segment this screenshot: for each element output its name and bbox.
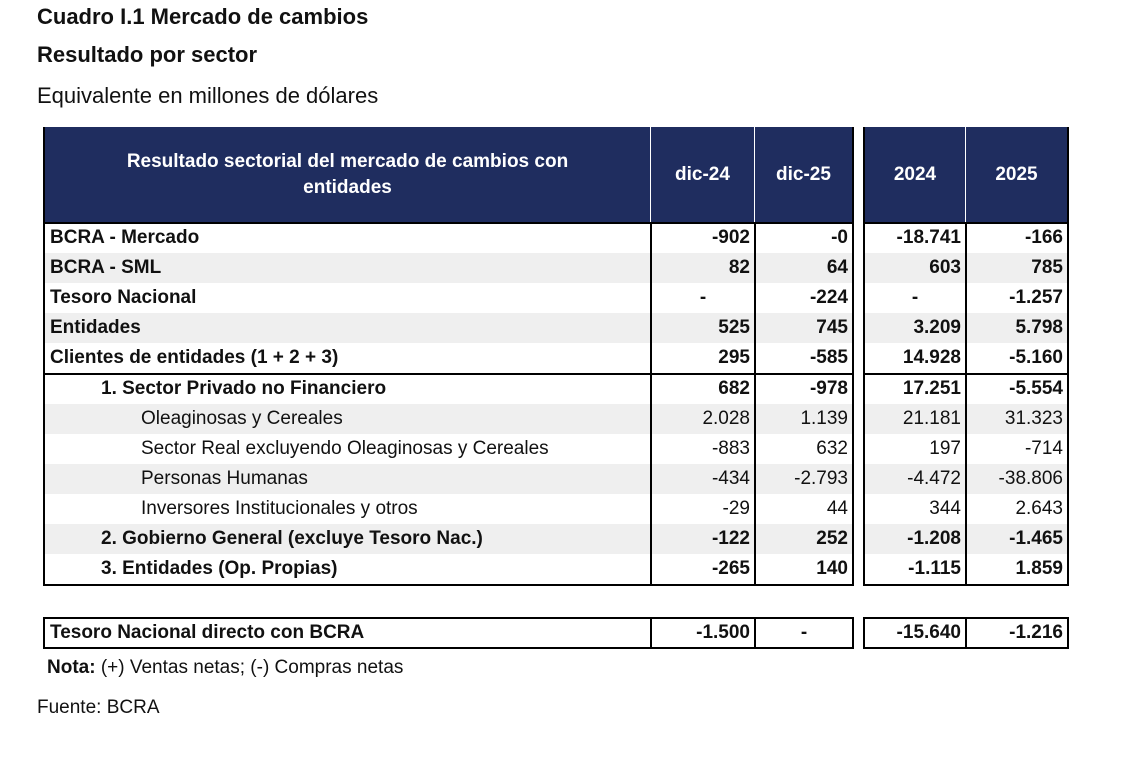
- table-source: Fuente: BCRA: [37, 697, 160, 718]
- cell-2024: -15.640: [863, 618, 965, 648]
- cell-2024: 14.928: [863, 343, 965, 373]
- cell-dic-25: 64: [754, 253, 854, 283]
- cell-dic-25: 140: [754, 554, 854, 584]
- footer-row: [43, 618, 1069, 648]
- row-label: 3. Entidades (Op. Propias): [43, 554, 650, 584]
- cell-2024: 197: [863, 434, 965, 464]
- cell-dic-24: -434: [650, 464, 754, 494]
- cell-dic-25: -224: [754, 283, 854, 313]
- table-row: [43, 434, 1069, 464]
- cell-2024: 17.251: [863, 374, 965, 404]
- cell-2025: 785: [965, 253, 1069, 283]
- cell-dic-25: 1.139: [754, 404, 854, 434]
- table-row: [43, 223, 1069, 253]
- cell-dic-24: -: [650, 283, 754, 313]
- header-dic-25: dic-25: [754, 127, 854, 223]
- cell-dic-25: -: [754, 618, 854, 648]
- row-label: Tesoro Nacional: [43, 283, 650, 313]
- cell-2024: -1.115: [863, 554, 965, 584]
- row-label: 2. Gobierno General (excluye Tesoro Nac.): [43, 524, 650, 554]
- cell-2024: 603: [863, 253, 965, 283]
- cell-dic-24: 295: [650, 343, 754, 373]
- row-label: Clientes de entidades (1 + 2 + 3): [43, 343, 650, 373]
- table-row: [43, 404, 1069, 434]
- table-row: [43, 313, 1069, 343]
- cell-dic-25: 632: [754, 434, 854, 464]
- cell-dic-24: -883: [650, 434, 754, 464]
- row-label: BCRA - SML: [43, 253, 650, 283]
- table-row: [43, 374, 1069, 404]
- cell-2024: -4.472: [863, 464, 965, 494]
- table-title: Cuadro I.1 Mercado de cambios: [37, 4, 369, 29]
- row-label: Sector Real excluyendo Oleaginosas y Cereales: [43, 434, 650, 464]
- note-text: (+) Ventas netas; (-) Compras netas: [95, 657, 404, 678]
- cell-dic-24: -122: [650, 524, 754, 554]
- row-label: Personas Humanas: [43, 464, 650, 494]
- cell-dic-25: -2.793: [754, 464, 854, 494]
- cell-dic-24: -1.500: [650, 618, 754, 648]
- cell-2025: -1.216: [965, 618, 1069, 648]
- cell-dic-24: -902: [650, 223, 754, 253]
- cell-2025: -5.160: [965, 343, 1069, 373]
- cell-2024: -1.208: [863, 524, 965, 554]
- table-row: [43, 283, 1069, 313]
- table-subtitle: Resultado por sector: [37, 42, 258, 67]
- cell-2024: -: [863, 283, 965, 313]
- cell-2025: -714: [965, 434, 1069, 464]
- cell-2025: 31.323: [965, 404, 1069, 434]
- cell-2025: 2.643: [965, 494, 1069, 524]
- table-note: [47, 657, 403, 679]
- cell-2024: 344: [863, 494, 965, 524]
- row-label: Tesoro Nacional directo con BCRA: [43, 618, 650, 648]
- cell-2025: -38.806: [965, 464, 1069, 494]
- table-row: [43, 464, 1069, 494]
- cell-dic-24: -29: [650, 494, 754, 524]
- row-label: Inversores Institucionales y otros: [43, 494, 650, 524]
- cell-dic-24: 82: [650, 253, 754, 283]
- row-label: BCRA - Mercado: [43, 223, 650, 253]
- cell-2024: 3.209: [863, 313, 965, 343]
- cell-dic-25: -978: [754, 374, 854, 404]
- table-row: [43, 554, 1069, 584]
- cell-dic-25: 745: [754, 313, 854, 343]
- cell-2025: -1.257: [965, 283, 1069, 313]
- row-label: Entidades: [43, 313, 650, 343]
- cell-dic-25: -0: [754, 223, 854, 253]
- cell-2025: -5.554: [965, 374, 1069, 404]
- header-2024: 2024: [863, 127, 965, 223]
- cell-2025: 1.859: [965, 554, 1069, 584]
- table-row: [43, 253, 1069, 283]
- cell-dic-25: 252: [754, 524, 854, 554]
- cell-dic-24: 2.028: [650, 404, 754, 434]
- table-unit: Equivalente en millones de dólares: [37, 83, 379, 108]
- cell-dic-25: 44: [754, 494, 854, 524]
- table-row: [43, 494, 1069, 524]
- cell-dic-24: -265: [650, 554, 754, 584]
- cell-dic-25: -585: [754, 343, 854, 373]
- row-label: 1. Sector Privado no Financiero: [43, 374, 650, 404]
- cell-dic-24: 525: [650, 313, 754, 343]
- header-label: Resultado sectorial del mercado de cambios con entidades: [43, 127, 650, 223]
- note-label: Nota:: [47, 657, 96, 678]
- table-row: [43, 343, 1069, 373]
- header-dic-24: dic-24: [650, 127, 754, 223]
- cell-2024: -18.741: [863, 223, 965, 253]
- cell-2024: 21.181: [863, 404, 965, 434]
- header-2025: 2025: [965, 127, 1069, 223]
- cell-2025: -166: [965, 223, 1069, 253]
- table-row: [43, 524, 1069, 554]
- cell-2025: 5.798: [965, 313, 1069, 343]
- cell-2025: -1.465: [965, 524, 1069, 554]
- cell-dic-24: 682: [650, 374, 754, 404]
- row-label: Oleaginosas y Cereales: [43, 404, 650, 434]
